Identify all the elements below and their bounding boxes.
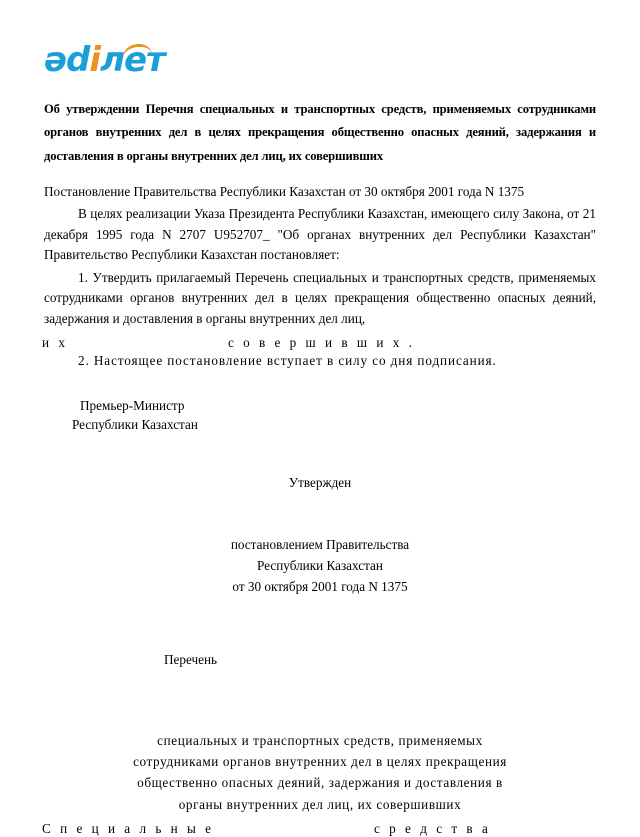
list-desc-line-1: специальных и транспортных средств, применяемых (157, 732, 483, 748)
approved-by-line-2: Республики Казахстан (257, 557, 383, 573)
clause-1-tail-row (44, 335, 596, 351)
list-desc-line-4: органы внутренних дел лиц, их совершивших (178, 796, 462, 812)
clause-1-tail-right: с о в е р ш и в ш и х . (227, 335, 415, 351)
list-desc-line-2: сотрудниками органов внутренних дел в целях прекращения (133, 754, 507, 770)
preamble-paragraph: В целях реализации Указа Президента Республики Казахстан, имеющего силу Закона, от 21 декабря 1995 года N 2707 U952707_ "Об органах внутренних дел Республики Казахстан" Правительство Республики Казахстан постановляет: (44, 206, 596, 263)
list-heading: Перечень (164, 651, 218, 667)
logo-text-i: i (89, 40, 101, 80)
signature-block (72, 396, 596, 436)
logo-text-let: лет (100, 40, 165, 80)
approved-heading: Утвержден (288, 475, 352, 491)
logo-text (44, 38, 165, 82)
signature-country: Республики Казахстан (72, 417, 198, 433)
resolution-reference: Постановление Правительства Республики Казахстан от 30 октября 2001 года N 1375 (44, 183, 525, 199)
section-header-right: с р е д с т в а (374, 821, 491, 837)
signature-role: Премьер-Министр (80, 397, 185, 413)
section-header-left: С п е ц и а л ь н ы е (42, 821, 215, 837)
adilet-logo[interactable] (44, 38, 596, 82)
approved-by-block (44, 535, 596, 598)
logo-text-ad: әd (44, 40, 90, 80)
list-description (44, 730, 596, 816)
page-title: Об утверждении Перечня специальных и транспортных средств, применяемых сотрудниками органов внутренних дел в целях прекращения общественно опасных деяний, задержания и доставления в органы внутренних дел лиц, их совершивших (44, 102, 596, 163)
spacer (44, 374, 596, 396)
clause-1-paragraph: 1. Утвердить прилагаемый Перечень специальных и транспортных средств, применяемых сотрудниками органов внутренних дел в целях прекращения общественно опасных деяний, задержания и доставления в органы внутренних дел лиц, (44, 269, 596, 326)
section-header-row (44, 821, 596, 837)
approved-by-line-3: от 30 октября 2001 года N 1375 (232, 578, 408, 594)
clause-2-paragraph: 2. Настоящее постановление вступает в силу со дня подписания. (78, 353, 497, 369)
approved-by-line-1: постановлением Правительства (230, 537, 410, 553)
list-desc-line-3: общественно опасных деяний, задержания и доставления в (137, 775, 503, 791)
clause-1-tail-left: и х (42, 335, 68, 351)
